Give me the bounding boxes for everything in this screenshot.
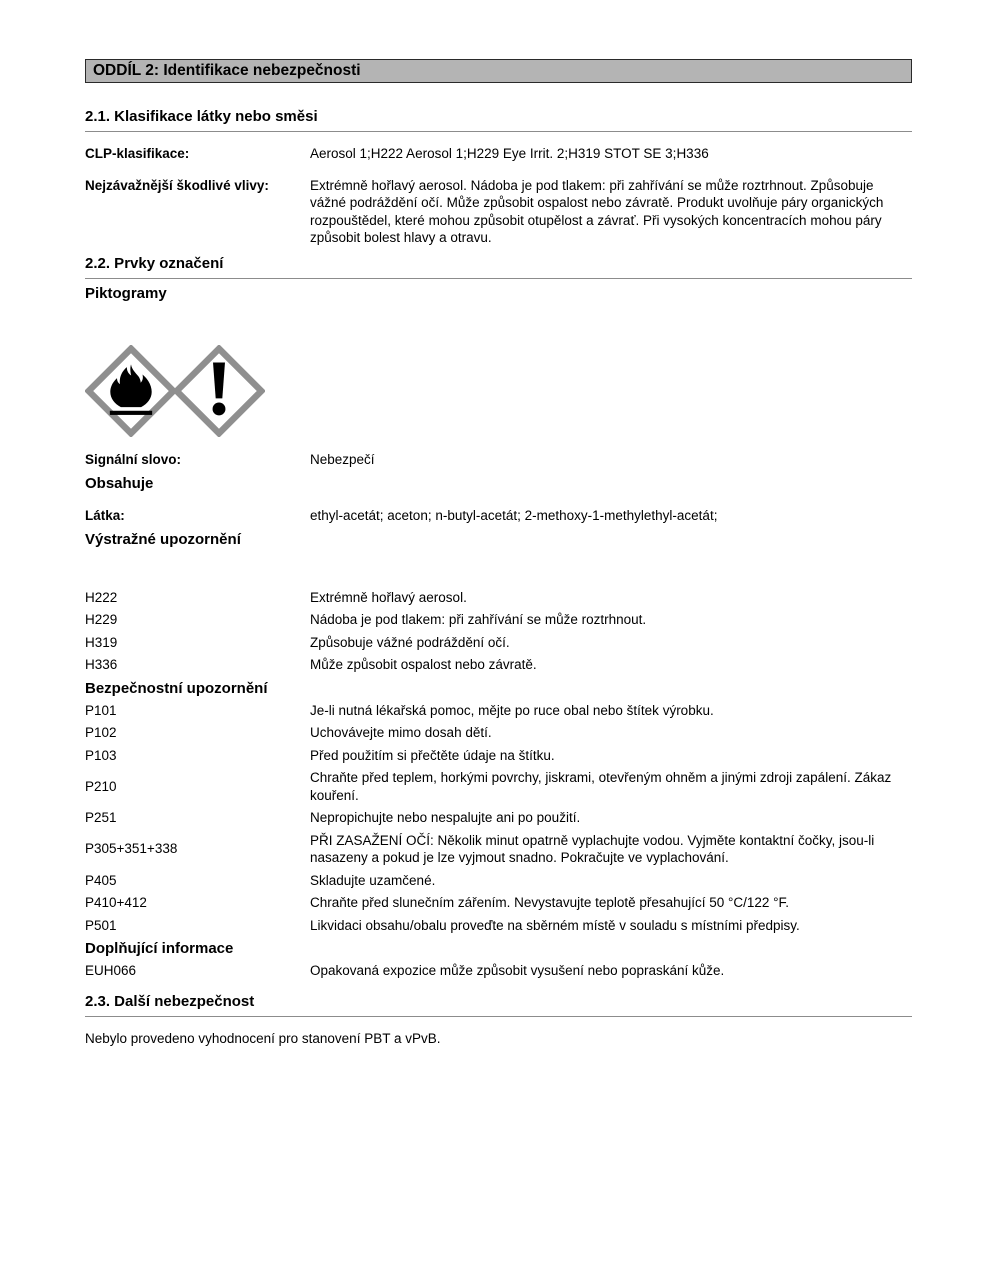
precautionary-statements-list [85,702,912,935]
precautionary-code: P410+412 [85,895,147,910]
precautionary-text: Skladujte uzamčené. [310,872,436,888]
hazard-statement-row [85,656,912,674]
precautionary-code: P251 [85,810,117,825]
substance-row [85,507,912,525]
precautionary-statement-row [85,702,912,720]
hazard-text: Může způsobit ospalost nebo závratě. [310,657,537,672]
pictograms-heading: Piktogramy [85,284,167,302]
precautionary-text: Nepropichujte nebo nespalujte ani po použití. [310,810,581,825]
precautionary-text: Před použitím si přečtěte údaje na štítku. [310,747,555,763]
hazard-text: Způsobuje vážné podráždění očí. [310,634,510,650]
heading-2-3: 2.3. Další nebezpečnost [85,993,912,1017]
precautionary-code: P101 [85,702,117,718]
signal-word-value: Nebezpečí [310,451,375,467]
heading-2-1: 2.1. Klasifikace látky nebo směsi [85,108,912,132]
precautionary-code: P501 [85,917,117,933]
hazard-statements-heading: Výstražné upozornění [85,530,241,548]
supplemental-statement-row [85,962,912,980]
flame-pictogram-icon [85,345,177,437]
hazard-statements-list [85,589,912,674]
signal-word-row [85,451,912,469]
precautionary-text: Je-li nutná lékařská pomoc, mějte po ruce obal nebo štítek výrobku. [310,702,714,718]
ghs-pictograms [85,345,912,437]
heading-2-2: 2.2. Prvky označení [85,255,912,279]
substance-label: Látka: [85,508,125,523]
clp-classification-value: Aerosol 1;H222 Aerosol 1;H229 Eye Irrit. 2;H319 STOT SE 3;H336 [310,146,709,161]
substance-value: ethyl-acetát; aceton; n-butyl-acetát; 2-methoxy-1-methylethyl-acetát; [310,508,718,523]
hazard-code: H222 [85,589,118,605]
precautionary-code: P305+351+338 [85,841,178,857]
supplemental-statements-list [85,962,912,980]
precautionary-statement-row [85,872,912,890]
precautionary-code: P210 [85,778,117,794]
precautionary-statement-row [85,769,912,804]
adverse-effects-row [85,177,912,247]
precautionary-statement-row [85,724,912,742]
precautionary-text: Chraňte před slunečním zářením. Nevystavujte teplotě přesahující 50 °C/122 °F. [310,895,790,910]
hazard-statement-row [85,634,912,652]
precautionary-text: PŘI ZASAŽENÍ OČÍ: Několik minut opatrně vyplachujte vodou. Vyjměte kontaktní čočky, jsou-li nasazeny a pokud je lze vyjmout snadno. Pokračujte ve vyplachování. [310,832,875,865]
hazard-statement-row [85,611,912,629]
precautionary-text: Chraňte před teplem, horkými povrchy, jiskrami, otevřeným ohněm a jinými zdroji zapálení. Zákaz kouření. [310,770,892,803]
precautionary-text: Likvidaci obsahu/obalu proveďte na sběrném místě v souladu s místními předpisy. [310,917,800,933]
precautionary-statements-heading: Bezpečnostní upozornění [85,679,268,697]
adverse-effects-label: Nejzávažnější škodlivé vlivy: [85,177,269,193]
supplemental-code: EUH066 [85,963,137,978]
precautionary-code: P102 [85,725,117,740]
precautionary-statement-row [85,917,912,935]
precautionary-statement-row [85,809,912,827]
precautionary-text: Uchovávejte mimo dosah dětí. [310,725,492,740]
clp-classification-row [85,145,912,163]
precautionary-code: P103 [85,747,117,763]
clp-classification-label: CLP-klasifikace: [85,146,190,161]
hazard-code: H229 [85,612,118,627]
section-2-header-bar: ODDÍL 2: Identifikace nebezpečnosti [85,59,912,83]
hazard-code: H319 [85,634,118,650]
hazard-code: H336 [85,657,118,672]
supplemental-text: Opakovaná expozice může způsobit vysušení nebo popraskání kůže. [310,963,725,978]
signal-word-label: Signální slovo: [85,451,182,467]
hazard-text: Extrémně hořlavý aerosol. [310,589,467,605]
precautionary-code: P405 [85,872,117,888]
adverse-effects-value: Extrémně hořlavý aerosol. Nádoba je pod tlakem: při zahřívání se může roztrhnout. Způsobuje vážné podráždění očí. Může způsobit ospalost nebo závratě. Produkt uvolňuje páry organických rozpouštědel, které mohou způsobit otupělost a závrať. Při vysokých koncentracích mohou páry způsobit bolest hlavy a otravu. [310,177,884,245]
contains-heading: Obsahuje [85,475,154,492]
hazard-text: Nádoba je pod tlakem: při zahřívání se může roztrhnout. [310,612,647,627]
hazard-statement-row [85,589,912,607]
precautionary-statement-row [85,894,912,912]
pbt-assessment-text: Nebylo provedeno vyhodnocení pro stanovení PBT a vPvB. [85,1030,441,1046]
supplemental-info-heading: Doplňující informace [85,940,234,957]
precautionary-statement-row [85,832,912,867]
precautionary-statement-row [85,747,912,765]
exclamation-mark-pictogram-icon [173,345,265,437]
